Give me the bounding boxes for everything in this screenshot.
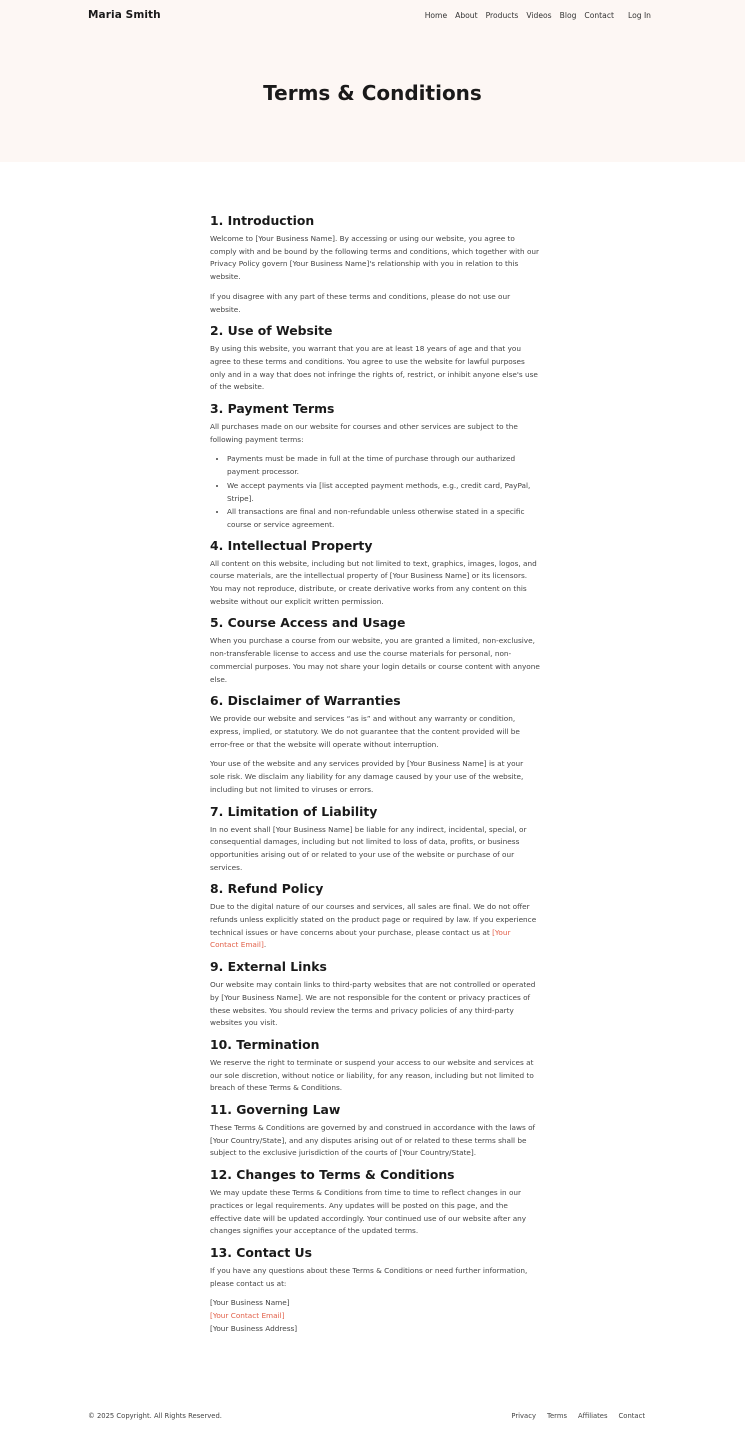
footer-link-terms[interactable]: Terms bbox=[546, 1412, 567, 1420]
paragraph-text: In no event shall [Your Business Name] be liable for any indirect, incidental, special, or consequential damages, including but not limited to loss of data, profits, or business opportunities arising out of or related to your use of the website or purchase of our services. bbox=[210, 824, 527, 872]
paragraph-text: If you have any questions about these Terms & Conditions or need further information, please contact us at: bbox=[210, 1265, 528, 1288]
paragraph-text: By using this website, you warrant that you are at least 18 years of age and that you agree to these terms and conditions. You agree to use the website for lawful purposes only and in a way that does not infringe the rights of, restrict, or inhibit anyone else's use of the website. bbox=[210, 344, 538, 392]
list-item: • All transactions are final and non-refundable unless otherwise stated in a specific course or service agreement. bbox=[227, 506, 540, 531]
paragraph-text: When you purchase a course from our website, you are granted a limited, non-exclusive, non-transferable license to access and use the course materials for personal, non-commercial purposes. You may not share your login details or course content with anyone else. bbox=[210, 636, 540, 684]
contact-details bbox=[210, 1297, 540, 1335]
section-heading: 5. Course Access and Usage bbox=[210, 615, 406, 631]
list-item: • We accept payments via [list accepted payment methods, e.g., credit card, PayPal, Stripe]. bbox=[227, 480, 540, 505]
section-heading: 10. Termination bbox=[210, 1036, 320, 1052]
paragraph-text: These Terms & Conditions are governed by and construed in accordance with the laws of [Your Country/State], and any disputes arising out of or related to these terms shall be subject to the exclusive jurisdiction of the courts of [Your Country/State]. bbox=[210, 1123, 536, 1158]
section-heading: 12. Changes to Terms & Conditions bbox=[210, 1167, 455, 1183]
section-paragraph bbox=[210, 421, 540, 446]
payment-terms-list bbox=[227, 453, 540, 531]
contact-line bbox=[210, 1297, 540, 1310]
contact-line bbox=[210, 1310, 540, 1323]
section-paragraph bbox=[210, 1057, 540, 1095]
terms-section bbox=[210, 401, 540, 532]
paragraph-text: If you disagree with any part of these terms and conditions, please do not use our website. bbox=[210, 291, 511, 314]
terms-section bbox=[210, 323, 540, 394]
section-heading: 13. Contact Us bbox=[210, 1244, 312, 1260]
paragraph-text: We provide our website and services “as is” and without any warranty or condition, express, implied, or statutory. We do not guarantee that the content provided will be error-free or that the website will operate without interruption. bbox=[210, 714, 520, 749]
section-paragraph bbox=[210, 635, 540, 686]
section-paragraph bbox=[210, 1265, 540, 1290]
section-paragraph bbox=[210, 979, 540, 1030]
section-heading: 11. Governing Law bbox=[210, 1102, 341, 1118]
section-paragraph bbox=[210, 901, 540, 952]
section-paragraph bbox=[210, 233, 540, 284]
section-paragraph bbox=[210, 291, 540, 316]
terms-section bbox=[210, 693, 540, 796]
section-paragraph bbox=[210, 343, 540, 394]
paragraph-text: We reserve the right to terminate or suspend your access to our website and services at our sole discretion, without notice or liability, for any reason, including but not limited to breach of these Terms & Conditions. bbox=[210, 1057, 534, 1093]
terms-section bbox=[210, 1037, 540, 1095]
section-heading: 8. Refund Policy bbox=[210, 881, 324, 897]
section-paragraph bbox=[210, 1122, 540, 1160]
nav-videos[interactable]: Videos bbox=[526, 10, 552, 20]
section-paragraph bbox=[210, 713, 540, 751]
footer-link-contact[interactable]: Contact bbox=[618, 1412, 645, 1420]
hero-banner bbox=[0, 0, 745, 162]
section-paragraph bbox=[210, 824, 540, 875]
terms-section bbox=[210, 1167, 540, 1238]
paragraph-text: All content on this website, including but not limited to text, graphics, images, logos, and course materials, are the intellectual property of [Your Business Name] or its licensors. You may not reproduce, distribute, or create derivative works from any content on this website without our explicit written permission. bbox=[210, 558, 537, 606]
section-heading: 9. External Links bbox=[210, 959, 327, 975]
nav-home[interactable]: Home bbox=[424, 10, 448, 20]
nav-about[interactable]: About bbox=[455, 10, 478, 20]
terms-section bbox=[210, 959, 540, 1030]
login-link[interactable]: Log In bbox=[627, 10, 651, 20]
list-item: • Payments must be made in full at the time of purchase through our autharized payment processor. bbox=[227, 453, 540, 478]
footer-links bbox=[511, 1412, 645, 1420]
section-paragraph bbox=[210, 1187, 540, 1238]
nav-products[interactable]: Products bbox=[485, 10, 519, 20]
section-paragraph bbox=[210, 558, 540, 609]
section-heading: 2. Use of Website bbox=[210, 323, 333, 339]
paragraph-text: Your use of the website and any services provided by [Your Business Name] is at your sole risk. We disclaim any liability for any damage caused by your use of the website, including but not limited to viruses or errors. bbox=[210, 759, 524, 794]
top-navigation bbox=[88, 8, 651, 22]
terms-section bbox=[210, 804, 540, 875]
section-paragraph bbox=[210, 758, 540, 796]
contact-email-link[interactable]: [Your Contact Email] bbox=[210, 1311, 285, 1321]
paragraph-text: . bbox=[263, 940, 267, 950]
terms-section bbox=[210, 1102, 540, 1160]
contact-line bbox=[210, 1323, 540, 1336]
copyright: © 2025 Copyright. All Rights Reserved. bbox=[88, 1412, 222, 1420]
page-title: Terms & Conditions bbox=[263, 81, 482, 105]
paragraph-text: All purchases made on our website for courses and other services are subject to the following payment terms: bbox=[210, 422, 518, 444]
paragraph-text: We may update these Terms & Conditions from time to time to reflect changes in our practices or legal requirements. Any updates will be posted on this page, and the effective date will be updated accordingly. Your continued use of our website after any changes signifies your acceptance of the updated terms. bbox=[210, 1188, 527, 1236]
footer bbox=[88, 1412, 645, 1420]
paragraph-text: Welcome to [Your Business Name]. By accessing or using our website, you agree to comply with and be bound by the following terms and conditions, which together with our Privacy Policy govern [Your Business Name]'s relationship with you in relation to this website. bbox=[210, 234, 540, 282]
terms-section bbox=[210, 615, 540, 686]
footer-link-privacy[interactable]: Privacy bbox=[511, 1412, 536, 1420]
section-heading: 6. Disclaimer of Warranties bbox=[210, 693, 401, 709]
contact-text: [Your Business Name] bbox=[210, 1298, 290, 1308]
paragraph-text: Our website may contain links to third-party websites that are not controlled or operated by [Your Business Name]. We are not responsible for the content or privacy practices of these websites. You should review the terms and privacy policies of any third-party websites you visit. bbox=[210, 980, 536, 1028]
terms-section bbox=[210, 213, 540, 316]
terms-content bbox=[210, 213, 540, 1335]
site-brand[interactable]: Maria Smith bbox=[88, 9, 161, 21]
nav-contact[interactable]: Contact bbox=[584, 10, 614, 20]
section-heading: 1. Introduction bbox=[210, 213, 315, 228]
terms-section bbox=[210, 1245, 540, 1336]
nav-links bbox=[425, 11, 651, 20]
section-heading: 7. Limitation of Liability bbox=[210, 803, 378, 819]
contact-text: [Your Business Address] bbox=[210, 1323, 298, 1333]
section-heading: 4. Intellectual Property bbox=[210, 537, 373, 553]
terms-section bbox=[210, 538, 540, 609]
nav-blog[interactable]: Blog bbox=[559, 10, 577, 20]
terms-section bbox=[210, 881, 540, 952]
paragraph-text: Due to the digital nature of our courses and services, all sales are final. We do not offer refunds unless explicitly stated on the product page or required by law. If you experience technical issues or have concerns about your purchase, please contact us at bbox=[210, 902, 537, 937]
contact-email-link[interactable]: [Your Contact Email] bbox=[210, 927, 511, 950]
section-heading: 3. Payment Terms bbox=[210, 401, 335, 417]
footer-link-affiliates[interactable]: Affiliates bbox=[577, 1412, 608, 1420]
